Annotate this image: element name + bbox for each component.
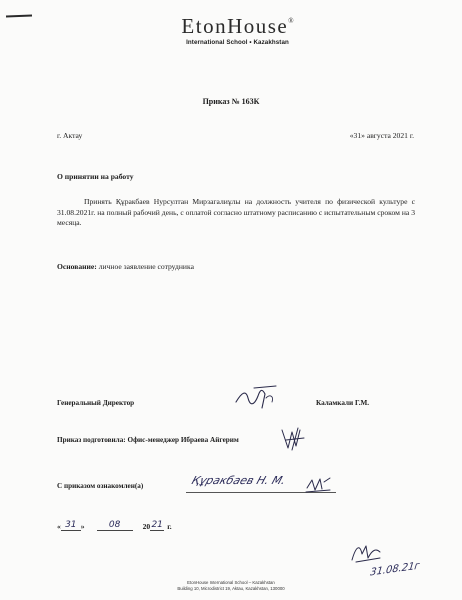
order-title: Приказ № 163К [202, 97, 260, 106]
acknowledged-label: С приказом ознакомлен(а) [57, 482, 144, 490]
school-logo [150, 14, 325, 46]
logo-subtitle: International School • Kazakhstan [186, 39, 289, 46]
date-open-quote: « [57, 522, 61, 531]
bottom-signature [350, 540, 384, 566]
footer-line-2: Building 10, Microdistrict 19, Aktau, Kazakhstan, 130000 [177, 585, 285, 591]
basis-label: Основание: [57, 262, 97, 271]
date-year-prefix: 20 [142, 522, 151, 531]
employee-signature [304, 474, 334, 496]
basis-text: личное заявление сотрудника [96, 262, 194, 271]
director-signature [232, 384, 282, 414]
prepared-by: Приказ подготовила: Офис-менеджер Ибраева Айгерим [57, 436, 239, 444]
acknowledged-handwritten-name: Құракбаев Н. М. [189, 474, 288, 487]
logo-wordmark: EtonHouse® [181, 14, 294, 38]
handwritten-date-note: 31.08.21г [369, 560, 421, 579]
date-day: 31 [61, 520, 81, 531]
date-close-quote: » [80, 522, 85, 531]
date-year-unit: г. [167, 522, 172, 531]
director-name: Каламкали Г.М. [316, 399, 370, 407]
date-month: 08 [97, 520, 133, 531]
order-basis [57, 262, 194, 271]
footer-line-1: EtonHouse International School – Kazakhstan [187, 580, 275, 585]
preparer-signature [278, 424, 308, 454]
order-subject: О принятии на работу [57, 172, 134, 181]
scan-corner-mark [6, 15, 32, 18]
signed-date [57, 520, 172, 531]
order-city: г. Актау [57, 131, 83, 140]
date-year-suffix: 21 [151, 520, 163, 530]
order-date: «31» августа 2021 г. [349, 131, 414, 140]
director-title: Генеральный Директор [57, 399, 135, 407]
page-footer [0, 580, 462, 591]
order-body: Принять Құракбаев Нурсултан Мирзагалиұлы на должность учителя по физической культуре с 31.08.2021г. на полный рабочий день, с оплатой согласно штатному расписанию с испытательным сроком на 3 месяца. [57, 197, 415, 227]
